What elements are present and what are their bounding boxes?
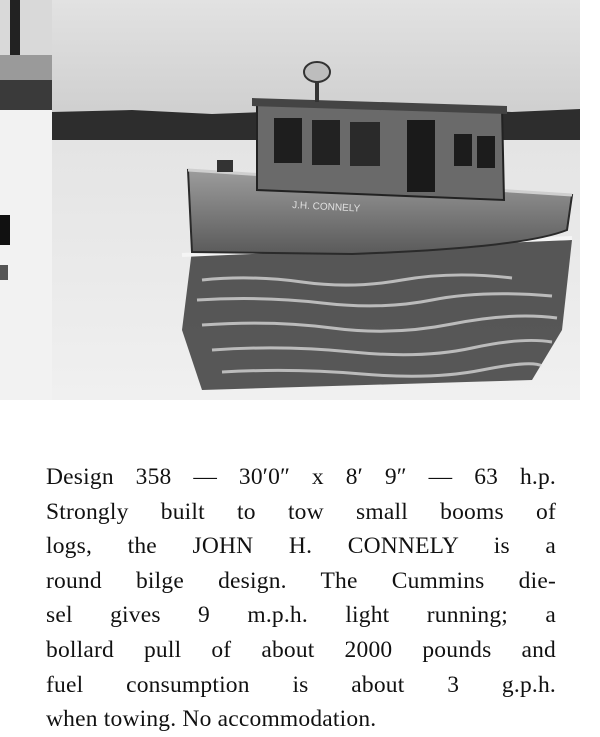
caption-line: Strongly built to tow small booms of	[46, 498, 556, 525]
adjacent-photo-fragment	[0, 0, 52, 400]
caption-line: sel gives 9 m.p.h. light running; a	[46, 602, 556, 629]
design-caption	[46, 460, 556, 737]
caption-line: fuel consumption is about 3 g.p.h.	[46, 671, 556, 698]
hull-name-text: J.H. CONNELY	[291, 200, 361, 215]
caption-line: round bilge design. The Cummins die-	[46, 567, 556, 594]
caption-line: Design 358 — 30′0″ x 8′ 9″ — 63 h.p.	[46, 464, 556, 490]
caption-line: bollard pull of about 2000 pounds and	[46, 636, 556, 663]
searchlight	[304, 62, 330, 82]
caption-line: when towing. No accommodation.	[46, 706, 377, 733]
tugboat-photo	[52, 0, 580, 400]
caption-line: logs, the JOHN H. CONNELY is a	[46, 533, 556, 560]
